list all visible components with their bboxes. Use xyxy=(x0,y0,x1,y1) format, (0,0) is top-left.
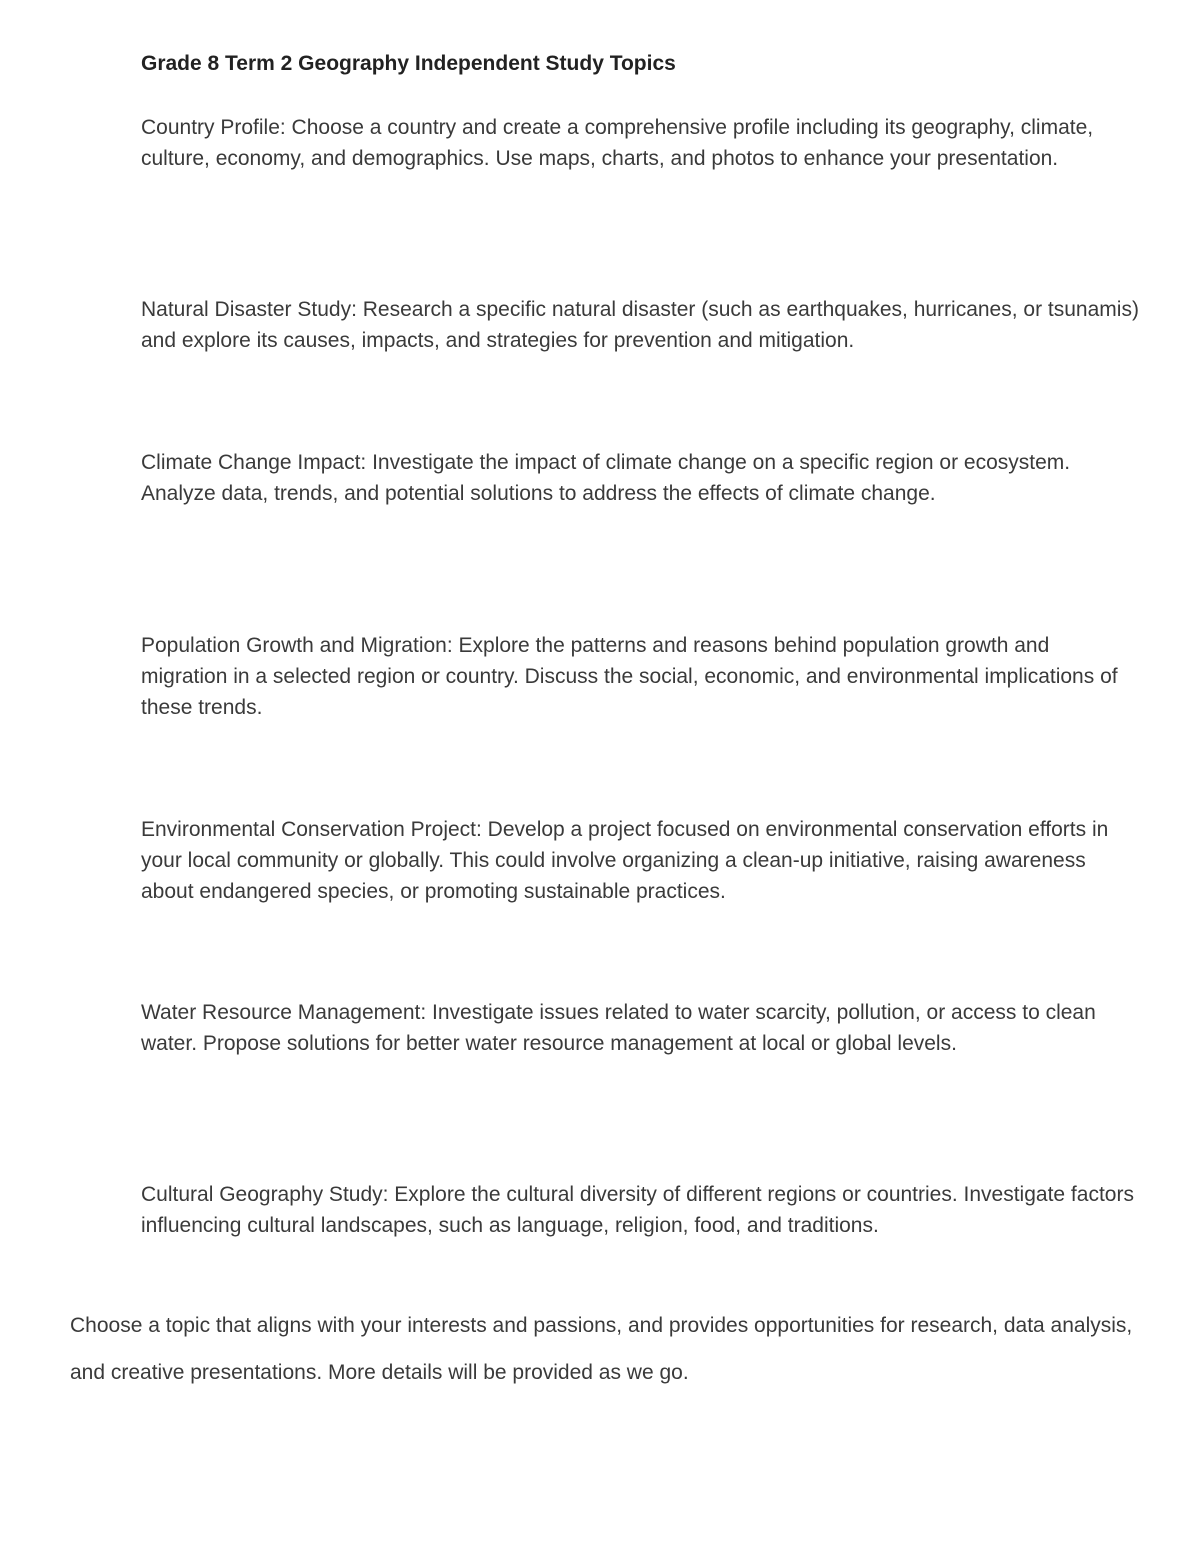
topic-population-growth-migration: Population Growth and Migration: Explore the patterns and reasons behind population growth and migration in a selected region or country. Discuss the social, economic, and environmental implications of these trends. xyxy=(141,634,1118,719)
topic-environmental-conservation-project: Environmental Conservation Project: Develop a project focused on environmental conservation efforts in your local community or globally. This could involve organizing a clean-up initiative, raising awareness about endangered species, or promoting sustainable practices. xyxy=(141,818,1109,903)
topic-climate-change-impact: Climate Change Impact: Investigate the impact of climate change on a specific region or ecosystem. Analyze data, trends, and potential solutions to address the effects of climate change. xyxy=(141,451,1071,505)
closing-paragraph: Choose a topic that aligns with your interests and passions, and provides opportunities for research, data analysis, and creative presentations. More details will be provided as we go. xyxy=(70,1314,1133,1384)
page-title: Grade 8 Term 2 Geography Independent Study Topics xyxy=(141,52,676,75)
topic-natural-disaster-study: Natural Disaster Study: Research a specific natural disaster (such as earthquakes, hurricanes, or tsunamis) and explore its causes, impacts, and strategies for prevention and mitigation. xyxy=(141,298,1139,352)
topic-cultural-geography-study: Cultural Geography Study: Explore the cultural diversity of different regions or countries. Investigate factors influencing cultural landscapes, such as language, religion, food, and traditions. xyxy=(141,1183,1134,1237)
topic-country-profile: Country Profile: Choose a country and create a comprehensive profile including its geography, climate, culture, economy, and demographics. Use maps, charts, and photos to enhance your presentation. xyxy=(141,116,1094,170)
topic-water-resource-management: Water Resource Management: Investigate issues related to water scarcity, pollution, or access to clean water. Propose solutions for better water resource management at local or global levels. xyxy=(141,1001,1096,1055)
